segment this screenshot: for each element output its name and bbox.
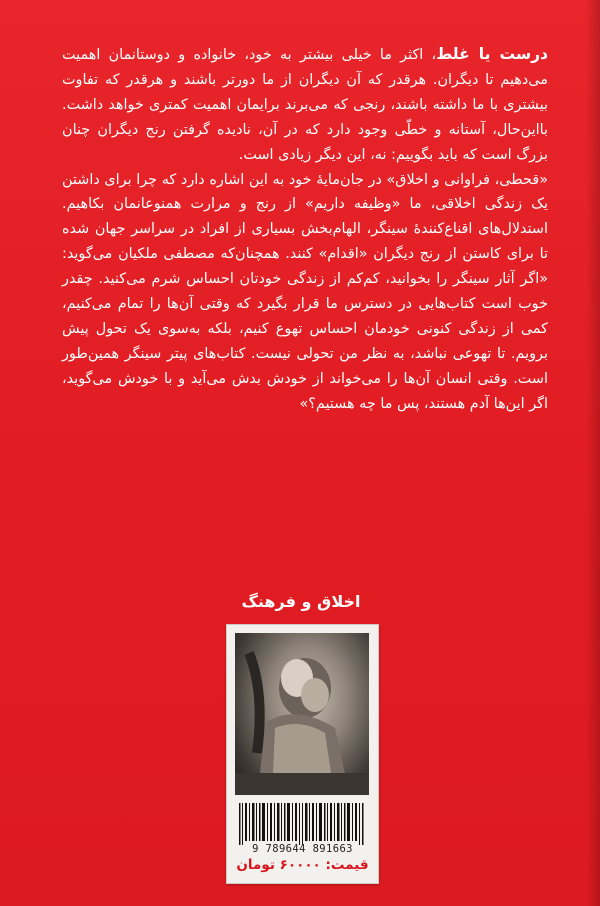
series-label: اخلاق و فرهنگ — [241, 592, 361, 611]
price-sticker — [226, 624, 379, 884]
isbn-number: 9 789644 891663 — [252, 843, 353, 855]
blurb-paragraph-1 — [62, 42, 548, 168]
price-label: قیمت: ۶۰۰۰۰ تومان — [236, 857, 369, 873]
blurb-lead: درست یا غلط — [436, 45, 548, 63]
cover-photo — [235, 633, 369, 795]
blurb-paragraph-1-text: ، اکثر ما خیلی بیشتر به خود، خانواده و دوستانمان اهمیت می‌دهیم تا دیگران. هرقدر که آن دیگران از ما دورتر باشند و هرقدر که تفاوت بیشتری با ما داشته باشند، رنجی که می‌برند برایمان اهمیت کمتری خواهد داشت. بااین‌حال، آستانه و خطّی وجود دارد که در آن، نادیده گرفتن رنج دیگران چنان بزرگ است که باید بگوییم: نه، این دیگر زیادی است. — [62, 47, 548, 163]
blurb-paragraph-2: «قحطی، فراوانی و اخلاق» در جان‌مایهٔ خود به این اشاره دارد که چرا برای داشتن یک زندگی اخلاقی، ما «وظیفه داریم» از رنج و مرارت همنوعانمان بکاهیم. استدلال‌های اقناع‌کنندهٔ سینگر، الهام‌بخش بسیاری از افراد در سراسر جهان شده تا برای کاستن از رنج دیگران «اقدام» کنند. همچنان‌که مصطفی ملکیان می‌گوید: «اگر آثار سینگر را بخوانید، کم‌کم از زندگی خودتان احساس شرم می‌کنید. چقدر خوب است کتاب‌هایی در دسترس ما قرار بگیرد که وقتی آن‌ها را تمام می‌کنیم، کمی از زندگی کنونی خودمان احساس تهوع کنیم، بلکه به‌سوی یک تحول پیش برویم. تا تهوعی نباشد، به نظر من تحولی نیست. کتاب‌های پیتر سینگر همین‌طور است. وقتی انسان آن‌ها را می‌خواند از خودش بدش می‌آید و با خودش می‌گوید، اگر این‌ها آدم هستند، پس ما چه هستیم؟» — [62, 171, 548, 412]
cover-edge-shadow — [586, 0, 600, 906]
isbn-barcode — [239, 803, 365, 845]
back-cover-blurb — [62, 42, 548, 417]
